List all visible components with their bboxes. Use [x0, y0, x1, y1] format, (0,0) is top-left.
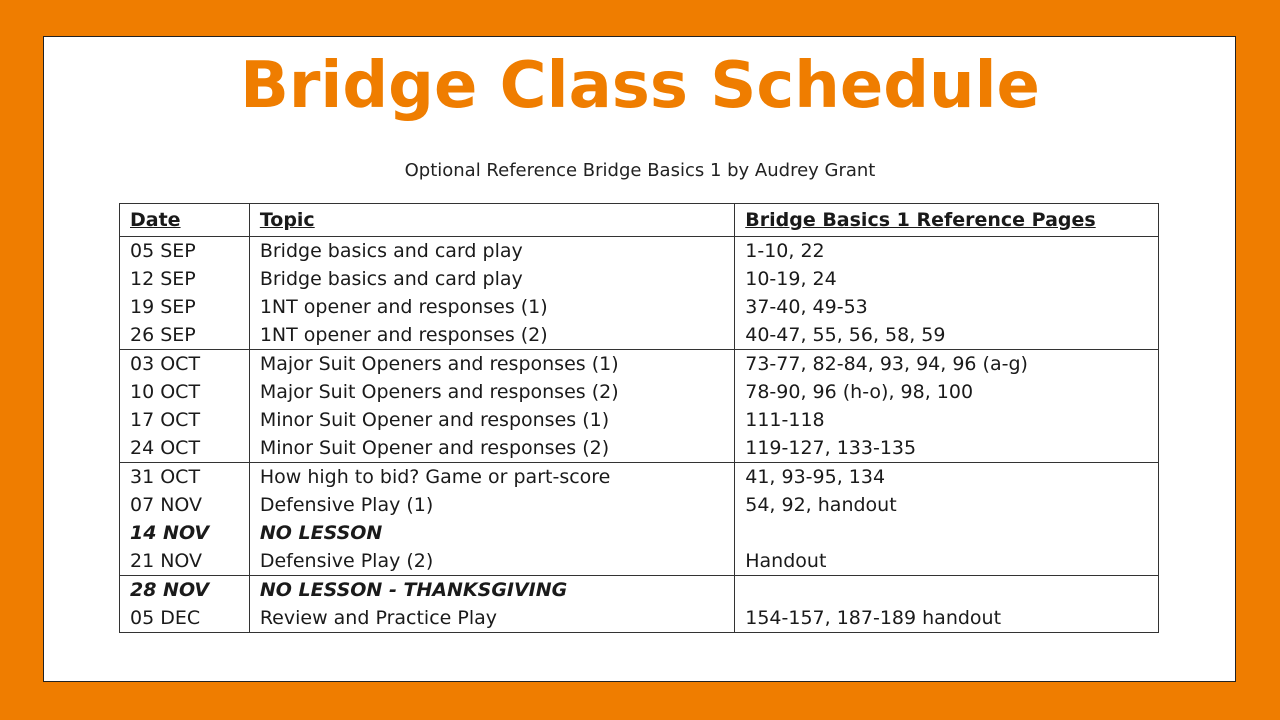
table-row — [120, 406, 1159, 434]
row-date: 17 OCT — [120, 406, 250, 434]
row-date: 07 NOV — [120, 491, 250, 519]
row-ref: 78-90, 96 (h-o), 98, 100 — [735, 378, 1159, 406]
row-topic: Minor Suit Opener and responses (2) — [249, 434, 734, 463]
row-topic: Bridge basics and card play — [249, 265, 734, 293]
row-ref: 41, 93-95, 134 — [735, 463, 1159, 492]
table-row — [120, 237, 1159, 266]
row-topic: Review and Practice Play — [249, 604, 734, 633]
table-row — [120, 321, 1159, 350]
row-ref: Handout — [735, 547, 1159, 576]
row-topic: NO LESSON - THANKSGIVING — [249, 576, 734, 605]
row-date: 28 NOV — [120, 576, 250, 605]
row-ref: 40-47, 55, 56, 58, 59 — [735, 321, 1159, 350]
row-topic: Bridge basics and card play — [249, 237, 734, 266]
table-row-no-lesson — [120, 519, 1159, 547]
row-topic: NO LESSON — [249, 519, 734, 547]
schedule-table — [119, 203, 1159, 633]
row-topic: Defensive Play (1) — [249, 491, 734, 519]
row-topic: Defensive Play (2) — [249, 547, 734, 576]
table-row — [120, 491, 1159, 519]
row-ref: 111-118 — [735, 406, 1159, 434]
row-ref — [735, 576, 1159, 605]
row-topic: Major Suit Openers and responses (2) — [249, 378, 734, 406]
row-date: 19 SEP — [120, 293, 250, 321]
table-row — [120, 293, 1159, 321]
row-ref: 1-10, 22 — [735, 237, 1159, 266]
table-row — [120, 350, 1159, 379]
page-subtitle: Optional Reference Bridge Basics 1 by Audrey Grant — [404, 160, 876, 181]
row-date: 26 SEP — [120, 321, 250, 350]
row-topic: Minor Suit Opener and responses (1) — [249, 406, 734, 434]
row-date: 10 OCT — [120, 378, 250, 406]
table-row — [120, 547, 1159, 576]
page-title: Bridge Class Schedule — [240, 49, 1040, 123]
table-row — [120, 265, 1159, 293]
row-topic: 1NT opener and responses (2) — [249, 321, 734, 350]
table-row — [120, 463, 1159, 492]
row-topic: 1NT opener and responses (1) — [249, 293, 734, 321]
table-row — [120, 378, 1159, 406]
row-ref: 10-19, 24 — [735, 265, 1159, 293]
table-row — [120, 434, 1159, 463]
row-ref — [735, 519, 1159, 547]
row-topic: How high to bid? Game or part-score — [249, 463, 734, 492]
row-ref: 37-40, 49-53 — [735, 293, 1159, 321]
row-ref: 73-77, 82-84, 93, 94, 96 (a-g) — [735, 350, 1159, 379]
row-date: 24 OCT — [120, 434, 250, 463]
row-date: 05 SEP — [120, 237, 250, 266]
table-row-no-lesson — [120, 576, 1159, 605]
row-topic: Major Suit Openers and responses (1) — [249, 350, 734, 379]
table-row — [120, 604, 1159, 633]
row-date: 03 OCT — [120, 350, 250, 379]
row-ref: 154-157, 187-189 handout — [735, 604, 1159, 633]
row-ref: 54, 92, handout — [735, 491, 1159, 519]
table-header-row — [120, 204, 1159, 237]
header-topic: Topic — [249, 204, 734, 237]
row-date: 05 DEC — [120, 604, 250, 633]
row-date: 21 NOV — [120, 547, 250, 576]
row-ref: 119-127, 133-135 — [735, 434, 1159, 463]
row-date: 12 SEP — [120, 265, 250, 293]
row-date: 14 NOV — [120, 519, 250, 547]
row-date: 31 OCT — [120, 463, 250, 492]
header-date: Date — [120, 204, 250, 237]
header-ref: Bridge Basics 1 Reference Pages — [735, 204, 1159, 237]
